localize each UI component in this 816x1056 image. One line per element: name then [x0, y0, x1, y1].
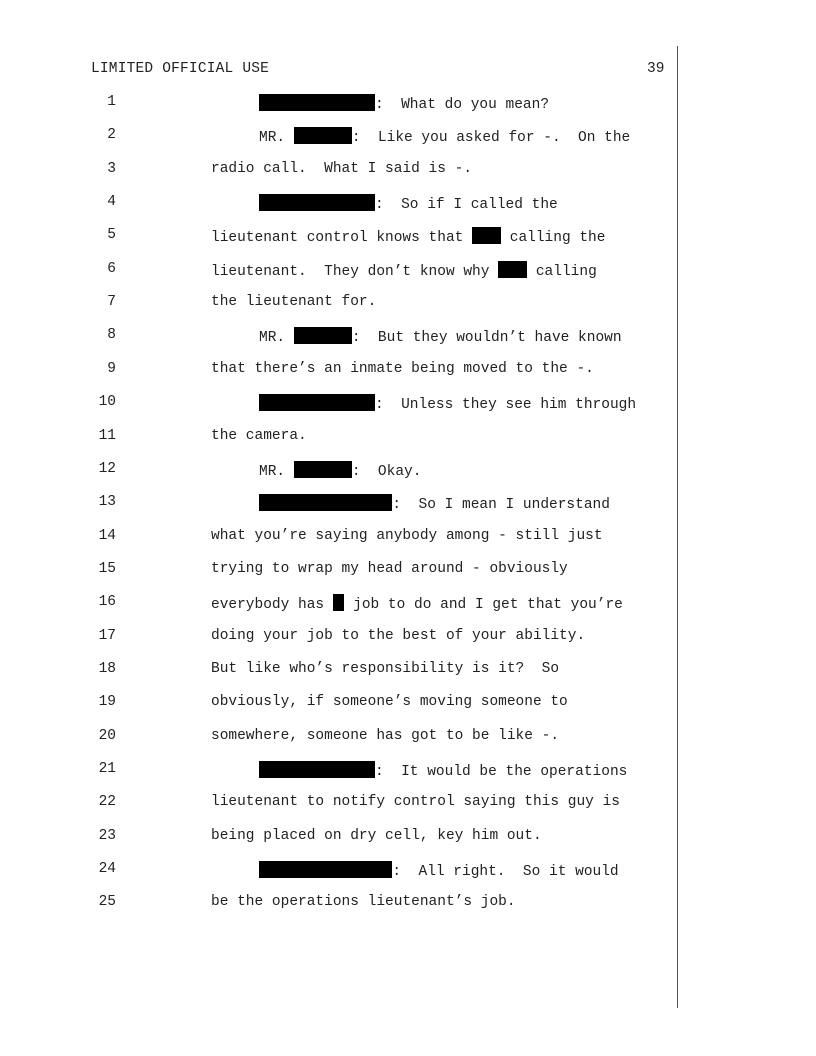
transcript-line: [0, 227, 816, 260]
redaction-block: [294, 327, 352, 344]
line-number: 22: [98, 794, 116, 811]
redaction-block: [259, 761, 375, 778]
line-text: [259, 861, 619, 880]
transcript-line: [0, 161, 816, 194]
page-header-classification: LIMITED OFFICIAL USE: [91, 61, 270, 77]
redaction-block: [333, 594, 345, 611]
transcript-line: [0, 828, 816, 861]
line-continuation: job to do and I get that you’re: [344, 597, 623, 614]
redaction-block: [472, 227, 501, 244]
transcript-line: [0, 494, 816, 527]
line-number: 16: [98, 594, 116, 611]
line-number: 18: [98, 660, 116, 677]
transcript-line: [0, 894, 816, 927]
line-text: [211, 594, 623, 613]
line-continuation: : So if I called the: [375, 197, 558, 214]
line-number: 5: [107, 227, 116, 244]
transcript-line: [0, 661, 816, 694]
line-number: 7: [107, 294, 116, 311]
transcript-line: [0, 394, 816, 427]
line-text: [259, 94, 549, 113]
line-text: the camera.: [211, 427, 307, 444]
line-number: 17: [98, 627, 116, 644]
speaker-prefix: lieutenant. They don’t know why: [211, 263, 499, 280]
speaker-prefix: MR.: [259, 130, 294, 147]
line-number: 3: [107, 160, 116, 177]
redaction-block: [259, 194, 375, 211]
line-text: trying to wrap my head around - obviously: [211, 560, 568, 577]
redaction-block: [259, 94, 375, 111]
line-text: [259, 327, 622, 346]
line-number: 1: [107, 94, 116, 110]
transcript-line: [0, 261, 816, 294]
line-number: 15: [98, 560, 116, 577]
line-text: doing your job to the best of your ability.: [211, 627, 586, 644]
transcript-line: [0, 361, 816, 394]
line-number: 24: [98, 861, 116, 878]
line-continuation: : Unless they see him through: [375, 397, 637, 414]
line-text: [259, 394, 636, 413]
line-number: 9: [107, 360, 116, 377]
line-text: [211, 261, 597, 280]
redaction-block: [294, 127, 352, 144]
line-text: [259, 461, 421, 480]
line-number: 21: [98, 761, 116, 777]
line-number: 6: [107, 260, 116, 277]
line-text: be the operations lieutenant’s job.: [211, 894, 516, 911]
line-text: [259, 127, 630, 146]
transcript-line: [0, 327, 816, 360]
line-number: 19: [98, 694, 116, 711]
line-text: [259, 494, 610, 513]
transcript-line: [0, 761, 816, 794]
line-text: being placed on dry cell, key him out.: [211, 827, 542, 844]
redaction-block: [259, 861, 392, 878]
line-text: obviously, if someone’s moving someone to: [211, 694, 568, 711]
line-text: that there’s an inmate being moved to the -.: [211, 360, 594, 377]
speaker-prefix: everybody has: [211, 597, 333, 614]
line-number: 4: [107, 194, 116, 211]
transcript-line: [0, 561, 816, 594]
line-text: [211, 227, 605, 246]
redaction-block: [259, 494, 392, 511]
redaction-block: [294, 461, 352, 478]
line-continuation: : So I mean I understand: [392, 497, 610, 514]
line-continuation: : What do you mean?: [375, 97, 550, 113]
line-number: 14: [98, 527, 116, 544]
transcript-line: [0, 127, 816, 160]
transcript-line: [0, 528, 816, 561]
line-continuation: : All right. So it would: [392, 864, 619, 881]
transcript-line: [0, 461, 816, 494]
page-number: 39: [647, 61, 665, 77]
line-number: 12: [98, 460, 116, 477]
speaker-prefix: MR.: [259, 330, 294, 347]
line-number: 25: [98, 894, 116, 911]
line-continuation: : Like you asked for -. On the: [351, 130, 631, 147]
redaction-block: [498, 261, 527, 278]
line-text: what you’re saying anybody among - still just: [211, 527, 603, 544]
line-number: 11: [98, 427, 116, 444]
line-continuation: : It would be the operations: [375, 764, 628, 780]
transcript-line: [0, 94, 816, 127]
line-number: 23: [98, 827, 116, 844]
line-continuation: calling: [527, 263, 597, 280]
transcript-line: [0, 628, 816, 661]
line-continuation: : But they wouldn’t have known: [351, 330, 622, 347]
line-text: [259, 761, 627, 780]
line-continuation: : Okay.: [351, 463, 422, 480]
transcript-line: [0, 194, 816, 227]
line-continuation: calling the: [501, 230, 606, 247]
transcript-line: [0, 428, 816, 461]
line-number: 13: [98, 494, 116, 511]
transcript-line: [0, 861, 816, 894]
line-text: somewhere, someone has got to be like -.: [211, 727, 560, 744]
transcript-line: [0, 594, 816, 627]
line-number: 8: [107, 327, 116, 344]
line-text: But like who’s responsibility is it? So: [211, 660, 560, 677]
redaction-block: [259, 394, 375, 411]
speaker-prefix: MR.: [259, 463, 294, 480]
line-text: [259, 194, 558, 213]
transcript-line: [0, 694, 816, 727]
line-number: 2: [107, 127, 116, 144]
transcript-line: [0, 294, 816, 327]
speaker-prefix: lieutenant control knows that: [211, 230, 473, 247]
line-number: 10: [98, 394, 116, 411]
line-number: 20: [98, 727, 116, 744]
transcript-line: [0, 728, 816, 761]
transcript-line: [0, 794, 816, 827]
line-text: the lieutenant for.: [211, 294, 377, 311]
line-text: radio call. What I said is -.: [211, 160, 473, 177]
line-text: lieutenant to notify control saying this guy is: [211, 794, 620, 811]
